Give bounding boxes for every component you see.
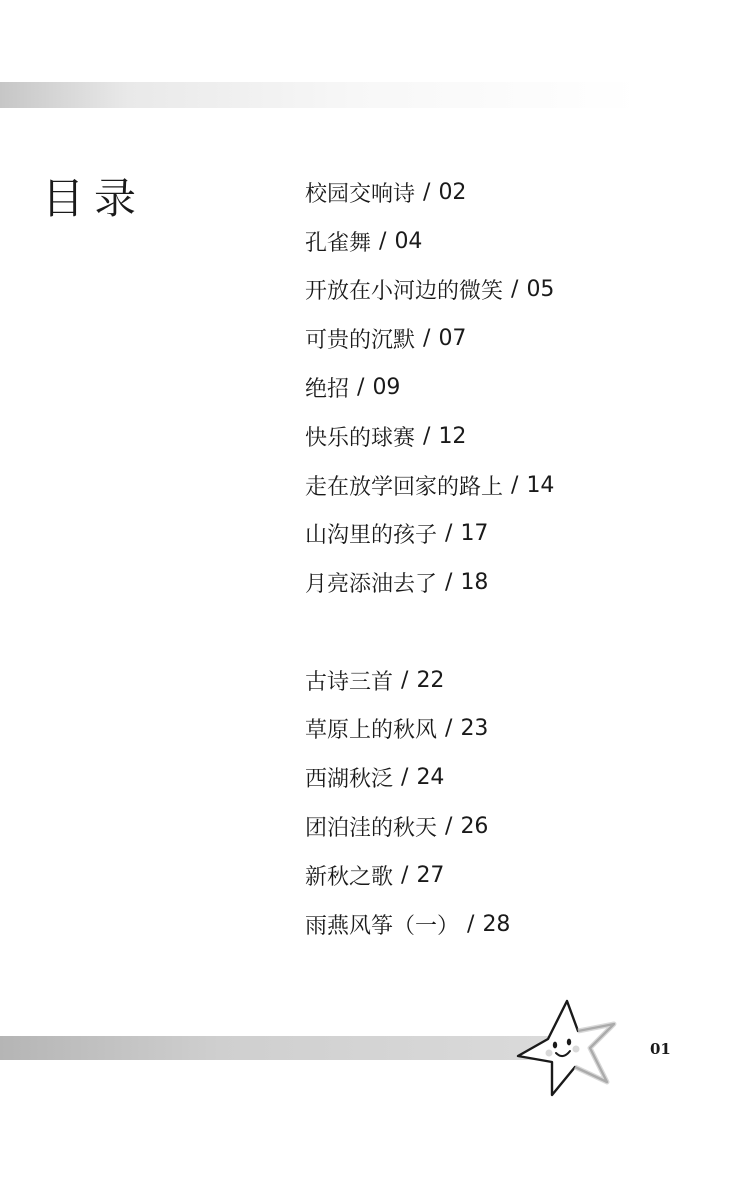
toc-entry-title: 绝招	[305, 377, 350, 403]
toc-separator: /	[423, 326, 431, 352]
toc-entry[interactable]	[305, 851, 725, 900]
toc-entry-page: 26	[460, 814, 489, 840]
toc-entry[interactable]	[305, 510, 725, 559]
toc-separator: /	[445, 716, 453, 742]
toc-separator: /	[445, 814, 453, 840]
toc-entry[interactable]	[305, 461, 725, 510]
toc-entry-title: 月亮添油去了	[305, 572, 438, 598]
toc-entry[interactable]	[305, 656, 725, 705]
toc-separator: /	[445, 570, 453, 596]
toc-entry-title: 草原上的秋风	[305, 718, 438, 744]
toc-entry-title: 新秋之歌	[305, 864, 394, 890]
toc-separator: /	[401, 862, 409, 888]
toc-entry[interactable]	[305, 558, 725, 607]
toc-entry[interactable]	[305, 412, 725, 461]
toc-entry-page: 04	[394, 228, 423, 254]
toc-entry-title: 走在放学回家的路上	[305, 474, 504, 500]
toc-entry[interactable]	[305, 802, 725, 851]
toc-entry-page: 24	[416, 765, 445, 791]
toc-separator: /	[423, 423, 431, 449]
toc-entry-title: 孔雀舞	[305, 230, 372, 256]
toc-separator: /	[423, 179, 431, 205]
toc-entry[interactable]	[305, 705, 725, 754]
toc-separator: /	[379, 228, 387, 254]
toc-entry[interactable]	[305, 314, 725, 363]
top-decorative-band	[0, 82, 640, 108]
toc-entry-page: 17	[460, 521, 489, 547]
toc-separator: /	[511, 472, 519, 498]
toc-separator: /	[357, 375, 365, 401]
toc-separator: /	[445, 521, 453, 547]
toc-entry-title: 校园交响诗	[305, 181, 416, 207]
toc-entry-page: 27	[416, 862, 445, 888]
toc-entry-title: 西湖秋泛	[305, 767, 394, 793]
smiling-star-icon	[515, 998, 625, 1098]
toc-entry-page: 18	[460, 570, 489, 596]
toc-entry[interactable]	[305, 217, 725, 266]
toc-entry-page: 05	[526, 277, 555, 303]
toc-separator: /	[467, 911, 475, 937]
toc-entry-page: 12	[438, 423, 467, 449]
toc-entry-page: 09	[372, 375, 401, 401]
toc-separator: /	[401, 765, 409, 791]
table-of-contents	[305, 168, 725, 949]
toc-entry[interactable]	[305, 900, 725, 949]
toc-entry[interactable]	[305, 168, 725, 217]
toc-entry-page: 14	[526, 472, 555, 498]
toc-entry-title: 开放在小河边的微笑	[305, 279, 504, 305]
toc-entry[interactable]	[305, 753, 725, 802]
toc-entry[interactable]	[305, 363, 725, 412]
page-number: 01	[650, 1040, 671, 1058]
toc-entry-title: 快乐的球赛	[305, 425, 416, 451]
toc-separator: /	[511, 277, 519, 303]
toc-entry-title: 雨燕风筝（一）	[305, 913, 460, 939]
toc-entry-page: 22	[416, 667, 445, 693]
toc-separator: /	[401, 667, 409, 693]
toc-entry-page: 23	[460, 716, 489, 742]
toc-entry-page: 28	[482, 911, 511, 937]
toc-entry-title: 古诗三首	[305, 669, 394, 695]
toc-entry-page: 02	[438, 179, 467, 205]
toc-entry-title: 山沟里的孩子	[305, 523, 438, 549]
toc-entry-page: 07	[438, 326, 467, 352]
bottom-decorative-band	[0, 1036, 548, 1060]
toc-entry-title: 可贵的沉默	[305, 328, 416, 354]
toc-entry[interactable]	[305, 266, 725, 315]
page-title: 目录	[42, 174, 147, 223]
toc-entry-title: 团泊洼的秋天	[305, 816, 438, 842]
